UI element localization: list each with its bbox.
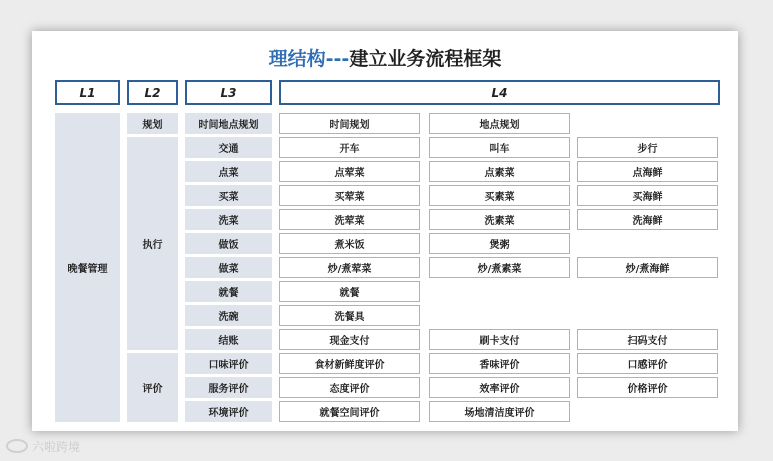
l4-cell: 叫车 <box>429 137 570 158</box>
l4-cell: 时间规划 <box>279 113 420 134</box>
l4-cell: 就餐空间评价 <box>279 401 420 422</box>
l4-cell: 口感评价 <box>577 353 718 374</box>
l4-cell: 炒/煮海鲜 <box>577 257 718 278</box>
l4-cell: 场地清洁度评价 <box>429 401 570 422</box>
title-part-1: 理结构 <box>268 48 326 70</box>
l3-item: 就餐 <box>185 281 272 302</box>
l4-cell: 煲粥 <box>429 233 570 254</box>
l4-cell: 就餐 <box>279 281 420 302</box>
l4-cell: 炒/煮素菜 <box>429 257 570 278</box>
l4-cell: 点荤菜 <box>279 161 420 182</box>
l3-item: 买菜 <box>185 185 272 206</box>
header-l2: L2 <box>127 80 178 105</box>
l4-cell: 洗海鲜 <box>577 209 718 230</box>
l3-item: 服务评价 <box>185 377 272 398</box>
l4-cell: 买荤菜 <box>279 185 420 206</box>
header-l1: L1 <box>55 80 120 105</box>
header-l3: L3 <box>185 80 272 105</box>
watermark-logo-icon <box>6 439 28 453</box>
header-l4: L4 <box>279 80 720 105</box>
title-part-2: 建立业务流程框架 <box>349 48 502 70</box>
l3-item: 口味评价 <box>185 353 272 374</box>
l1-dinner-management: 晚餐管理 <box>55 113 120 422</box>
l4-cell: 现金支付 <box>279 329 420 350</box>
l3-item: 时间地点规划 <box>185 113 272 134</box>
l4-cell: 香味评价 <box>429 353 570 374</box>
page-title <box>32 45 738 73</box>
l4-cell: 洗素菜 <box>429 209 570 230</box>
l4-cell: 态度评价 <box>279 377 420 398</box>
l4-cell: 步行 <box>577 137 718 158</box>
l4-cell: 地点规划 <box>429 113 570 134</box>
l2-execute: 执行 <box>127 137 178 350</box>
l4-cell: 扫码支付 <box>577 329 718 350</box>
l4-cell: 开车 <box>279 137 420 158</box>
l3-item: 点菜 <box>185 161 272 182</box>
l3-item: 做菜 <box>185 257 272 278</box>
watermark <box>6 436 80 456</box>
l4-cell: 买素菜 <box>429 185 570 206</box>
l3-item: 做饭 <box>185 233 272 254</box>
l4-cell: 食材新鲜度评价 <box>279 353 420 374</box>
l2-evaluate: 评价 <box>127 353 178 422</box>
l4-cell: 刷卡支付 <box>429 329 570 350</box>
l4-cell: 价格评价 <box>577 377 718 398</box>
l3-item: 环境评价 <box>185 401 272 422</box>
watermark-text: 六啦跨境 <box>32 439 81 454</box>
slide <box>32 31 738 431</box>
l4-cell: 洗荤菜 <box>279 209 420 230</box>
l4-cell: 买海鲜 <box>577 185 718 206</box>
l4-cell: 炒/煮荤菜 <box>279 257 420 278</box>
l3-item: 结账 <box>185 329 272 350</box>
l4-cell: 洗餐具 <box>279 305 420 326</box>
l3-item: 交通 <box>185 137 272 158</box>
l3-item: 洗菜 <box>185 209 272 230</box>
l3-item: 洗碗 <box>185 305 272 326</box>
l4-cell: 点海鲜 <box>577 161 718 182</box>
l2-plan: 规划 <box>127 113 178 134</box>
l4-cell: 点素菜 <box>429 161 570 182</box>
l4-cell: 煮米饭 <box>279 233 420 254</box>
title-dashes: --- <box>325 48 350 70</box>
l4-cell: 效率评价 <box>429 377 570 398</box>
